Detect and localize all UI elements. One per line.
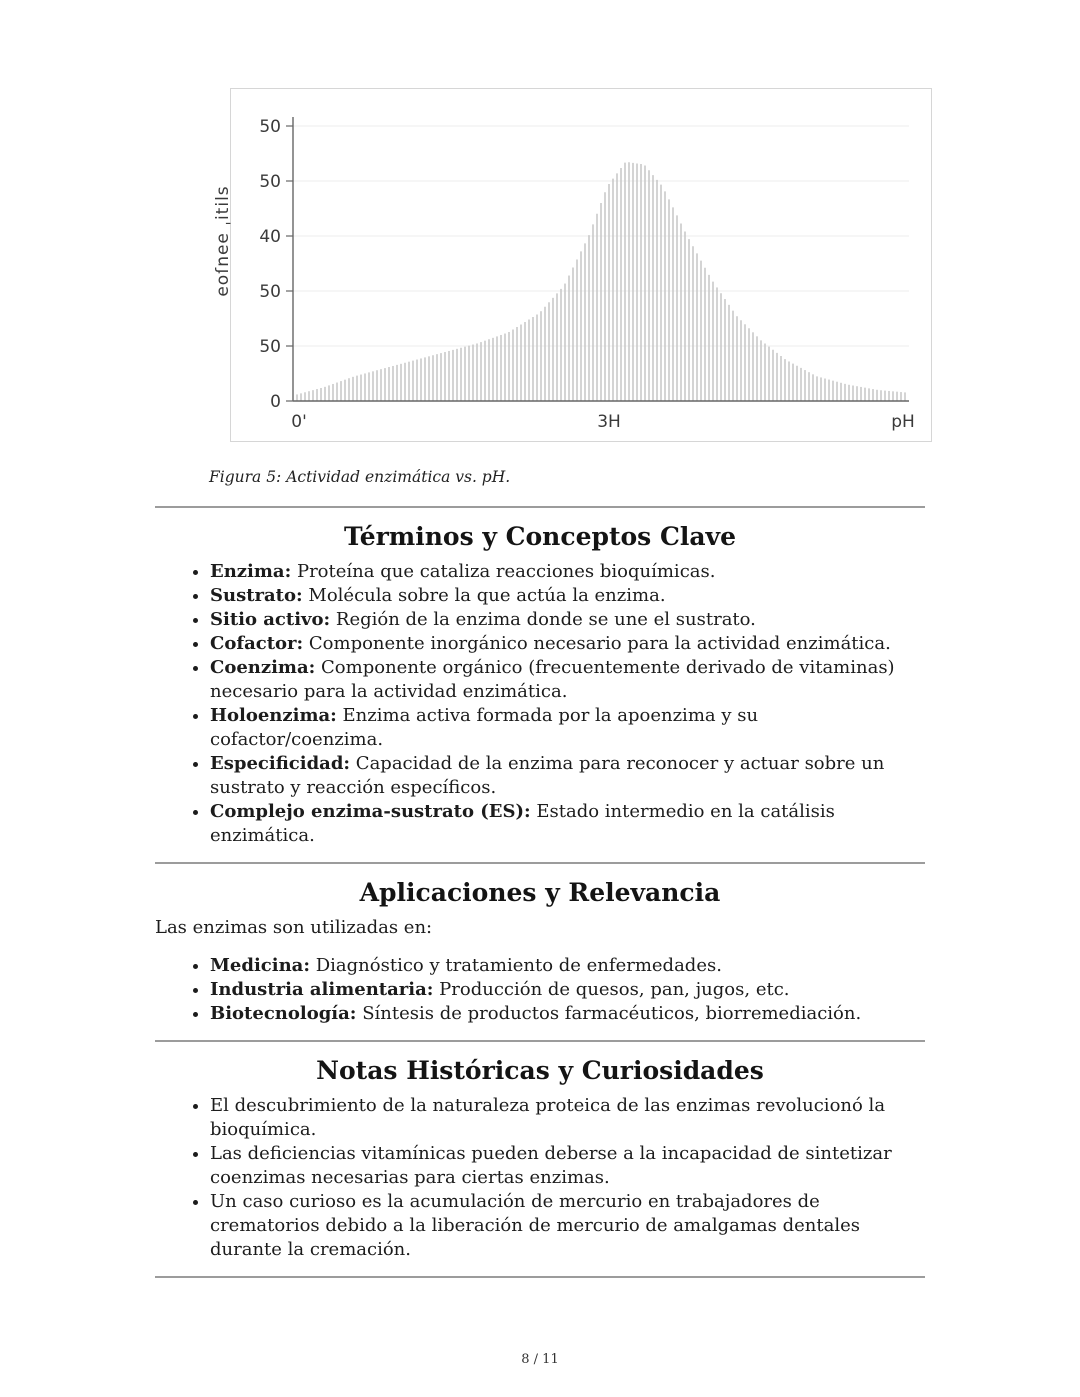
ytick-label: 50 <box>259 117 281 137</box>
term-desc: Estado intermedio en la catálisis enzimática. <box>210 801 835 846</box>
term-label: Sitio activo: <box>210 609 331 630</box>
y-tick-labels <box>259 117 281 412</box>
x-tick-labels <box>291 412 915 432</box>
term-desc: Componente orgánico (frecuentemente derivado de vitaminas) necesario para la actividad enzimática. <box>210 657 895 702</box>
term-desc: Producción de quesos, pan, jugos, etc. <box>439 979 790 1000</box>
section-divider <box>155 1040 925 1042</box>
term-label: Especificidad: <box>210 753 351 774</box>
section-title-terms: Términos y Conceptos Clave <box>343 522 736 551</box>
term-item <box>210 752 925 800</box>
ytick-label: 50 <box>259 172 281 192</box>
xtick-label: 3H <box>597 412 621 432</box>
term-label: Medicina: <box>210 955 310 976</box>
term-label: Coenzima: <box>210 657 316 678</box>
term-label: Holoenzima: <box>210 705 337 726</box>
term-desc: Diagnóstico y tratamiento de enfermedades. <box>315 955 722 976</box>
chart-area-hatch <box>297 162 905 400</box>
term-item <box>210 584 925 608</box>
section-divider <box>155 862 925 864</box>
application-item <box>210 978 925 1002</box>
term-desc: Enzima activa formada por la apoenzima y su cofactor/coenzima. <box>210 705 759 750</box>
section-divider <box>155 1276 925 1278</box>
note-item: • Un caso curioso es la acumulación de mercurio en trabajadores de crematorios debido a la liberación de mercurio de amalgamas dentales durante la cremación. <box>210 1190 925 1262</box>
applications-list <box>155 954 925 1026</box>
applications-intro: Las enzimas son utilizadas en: <box>155 917 433 938</box>
section-divider <box>155 506 925 508</box>
term-desc: Componente inorgánico necesario para la actividad enzimática. <box>308 633 891 654</box>
ytick-label: 40 <box>259 227 281 247</box>
term-item <box>210 560 925 584</box>
application-item <box>210 954 925 978</box>
term-label: Industria alimentaria: <box>210 979 434 1000</box>
section-title-notes: Notas Históricas y Curiosidades <box>316 1056 764 1085</box>
enzyme-activity-figure <box>213 88 932 442</box>
term-desc: Capacidad de la enzima para reconocer y actuar sobre un sustrato y reacción específicos. <box>210 753 885 798</box>
enzyme-activity-chart <box>231 89 931 441</box>
term-desc: Región de la enzima donde se une el sustrato. <box>335 609 756 630</box>
xtick-label: 0' <box>291 412 307 432</box>
notes-list <box>155 1094 925 1262</box>
section-title-applications: Aplicaciones y Relevancia <box>359 878 721 907</box>
term-label: Complejo enzima-sustrato (ES): <box>210 801 531 822</box>
term-item <box>210 656 925 704</box>
terms-list <box>155 560 925 848</box>
term-label: Enzima: <box>210 561 292 582</box>
ytick-label: 50 <box>259 282 281 302</box>
term-item <box>210 608 925 632</box>
term-desc: Proteína que cataliza reacciones bioquímicas. <box>296 561 716 582</box>
y-axis-label: eoſnee ˌitils <box>213 185 233 297</box>
ytick-label: 0 <box>270 392 281 412</box>
note-item: • Las deficiencias vitamínicas pueden deberse a la incapacidad de sintetizar coenzimas necesarias para ciertas enzimas. <box>210 1142 925 1190</box>
term-item <box>210 704 925 752</box>
xtick-label: pH <box>891 412 915 432</box>
ytick-label: 50 <box>259 337 281 357</box>
term-item <box>210 800 925 848</box>
figure-caption: Figura 5: Actividad enzimática vs. pH. <box>209 468 511 486</box>
page-content <box>155 500 925 1278</box>
term-desc: Molécula sobre la que actúa la enzima. <box>308 585 666 606</box>
term-label: Sustrato: <box>210 585 303 606</box>
page-number: 8 / 11 <box>521 1352 559 1367</box>
term-label: Biotecnología: <box>210 1003 357 1024</box>
note-item: • El descubrimiento de la naturaleza proteica de las enzimas revolucionó la bioquímica. <box>210 1094 925 1142</box>
term-item <box>210 632 925 656</box>
application-item <box>210 1002 925 1026</box>
term-desc: Síntesis de productos farmacéuticos, biorremediación. <box>362 1003 862 1024</box>
term-label: Cofactor: <box>210 633 304 654</box>
